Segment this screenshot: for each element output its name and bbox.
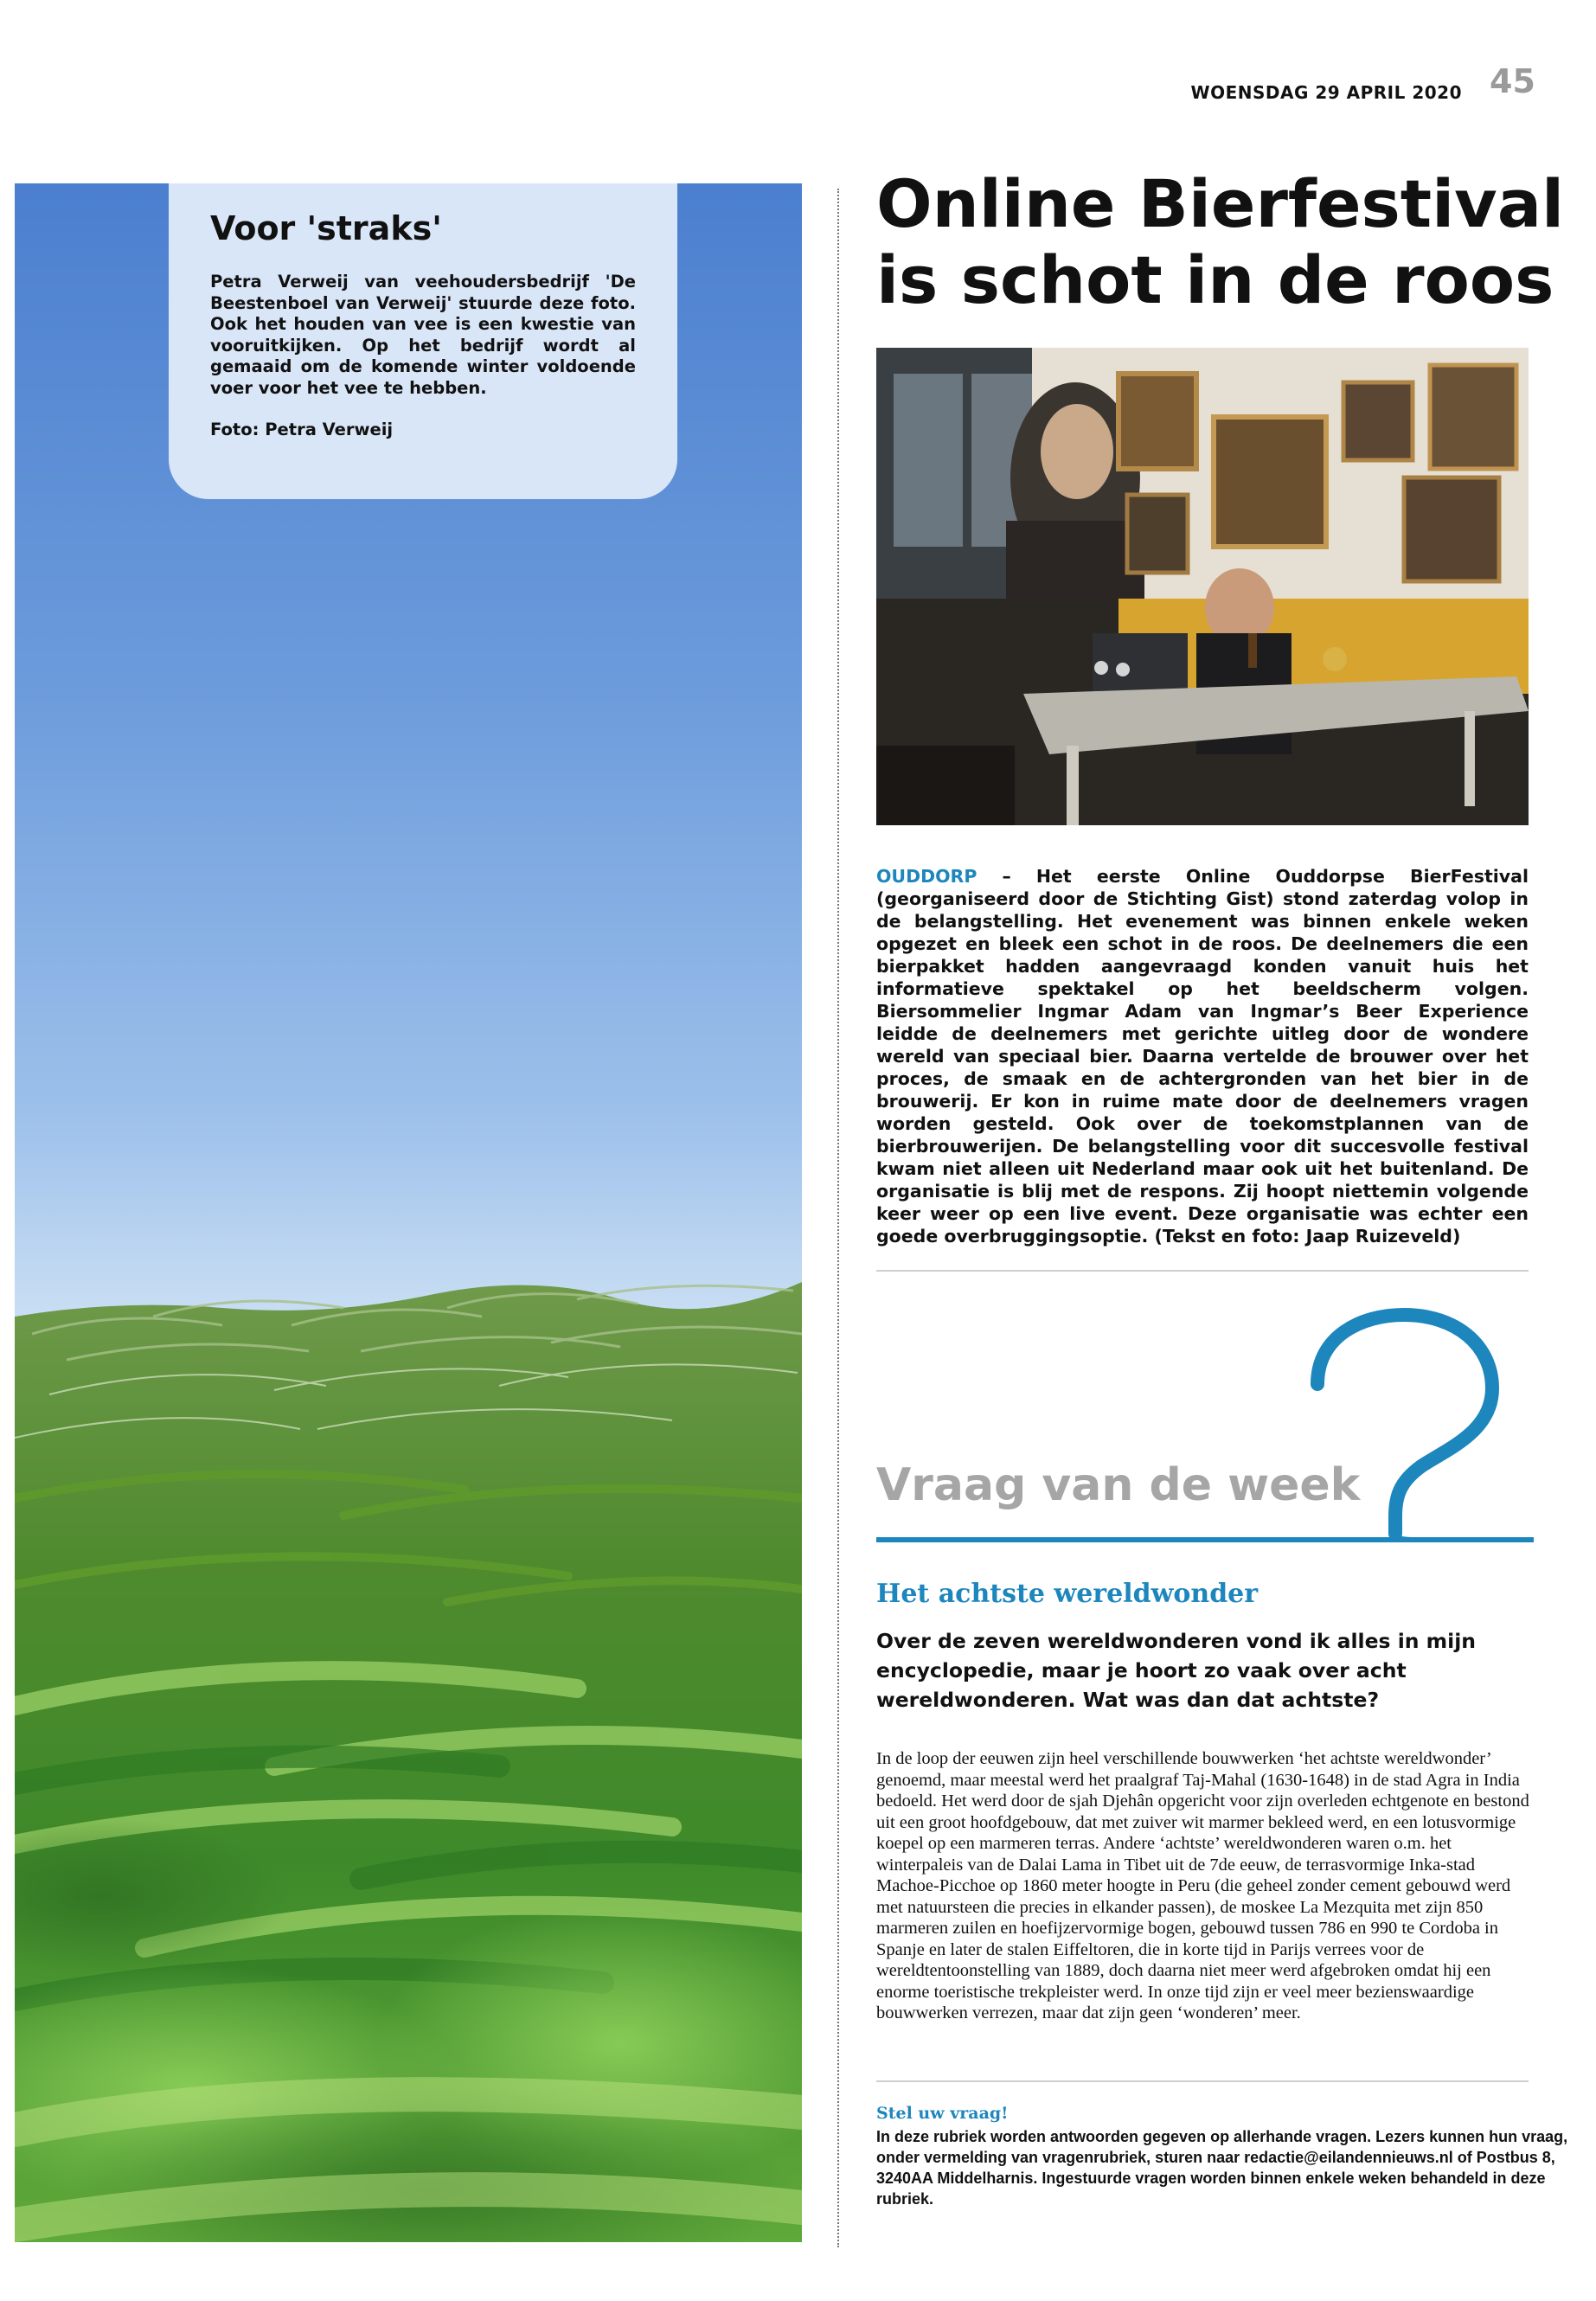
stel-title: Stel uw vraag! [876,2104,1009,2123]
page-number: 45 [1490,62,1535,100]
article-text: – Het eerste Online Ouddorpse BierFestival (georganiseerd door de Stichting Gist) stond zaterdag volop in de belangstelling. Het evenement was binnen enkele weken opgezet en bleek een schot in de roos. De deelnemers die een bierpakket hadden aangevraagd konden vanuit huis het informatieve spektakel op het beeldscherm volgen. Biersommelier Ingmar Adam van Ingmar’s Beer Experience leidde de deelnemers met gerichte uitleg door de wondere wereld van speciaal bier. Daarna vertelde de brouwer over het proces, de smaak en de achtergronden van het bier in de brouwerij. Er kon in ruime mate door de deelnemers vragen worden gesteld. Ook over de toekomstplannen van de bierbrouwerijen. De belangstelling voor dit succesvolle festival kwam niet alleen uit Nederland maar ook uit het buitenland. De organisatie is blij met de respons. Zij hoopt niettemin volgende keer weer op een live event. Deze organisatie was echter een goede overbruggingsoptie. (Tekst en foto: Jaap Ruizeveld) [876,866,1529,1247]
photo-credit: Foto: Petra Verweij [210,420,394,439]
article-photo [876,348,1529,825]
issue-date: WOENSDAG 29 APRIL 2020 [1190,82,1462,103]
question-title: Het achtste wereldwonder [876,1579,1259,1609]
section-rule-bottom [876,2080,1529,2082]
question-text: Over de zeven wereldwonderen vond ik alles in mijn encyclopedie, maar je hoort zo vaak over acht wereldwonderen. Wat was dan dat achtste? [876,1629,1476,1712]
answer-text: In de loop der eeuwen zijn heel verschillende bouwwerken ‘het achtste wereldwonder’ genoemd, maar meestal werd het praalgraf Taj-Mahal (1630-1648) in de stad Agra in India bedoeld. Het werd door de sjah Djehân opgericht voor zijn overleden echtgenote en bestond uit een groot hoofdgebouw, dat met zuiver wit marmer bekleed werd, en een lotusvormige koepel op een marmeren terras. Andere ‘achtste’ wereldwonderen waren o.m. het winterpaleis van de Dalai Lama in Tibet uit de 7de eeuw, de terrasvormige Inka-stad Machoe-Picchoe op 1860 meter hoogte in Peru (die geheel zonder cement gebouwd werd met natuursteen die precies in elkander passen), de moskee La Mezquita met zijn 850 marmeren zuilen en hoefijzervormige bogen, gebouwd tussen 786 en 990 te Cordoba in Spanje en later de stalen Eiffeltoren, die in korte tijd in Parijs verrees voor de wereldtentoonstelling van 1889, doch daarna niet meer werd afgebroken omdat hij een enorme toeristische trekpleister werd. In onze tijd zijn er veel meer bezienswaardige bouwwerken verrezen, maar dat zijn geen ‘wonderen’ meer. [876,1749,1529,2022]
caption-body: Petra Verweij van veehoudersbedrijf 'De Beestenboel van Verweij' stuurde deze foto. Ook het houden van vee is een kwestie van vooruitkijken. Op het bedrijf wordt al gemaaid om de komende winter voldoende voer voor het vee te hebben. [210,272,636,398]
article-body [876,865,1529,1247]
column-divider [837,189,839,2247]
section-rule [876,1270,1529,1272]
vraag-section-title: Vraag van de week [876,1459,1361,1511]
sidebar-caption-box [169,183,677,499]
article-placeline: OUDDORP [876,866,977,887]
article-headline: Online Bierfestival is schot in de roos [876,165,1565,318]
question-mark-icon [876,1302,1534,1553]
stel-body: In deze rubriek worden antwoorden gegeven op allerhande vragen. Lezers kunnen hun vraag, onder vermelding van vragenrubriek, sturen naar redactie@eilandennieuws.nl of Postbus 8, 3240AA Middelharnis. Ingestuurde vragen worden binnen enkele weken behandeld in deze rubriek. [876,2128,1568,2208]
caption-title: Voor 'straks' [210,209,442,247]
